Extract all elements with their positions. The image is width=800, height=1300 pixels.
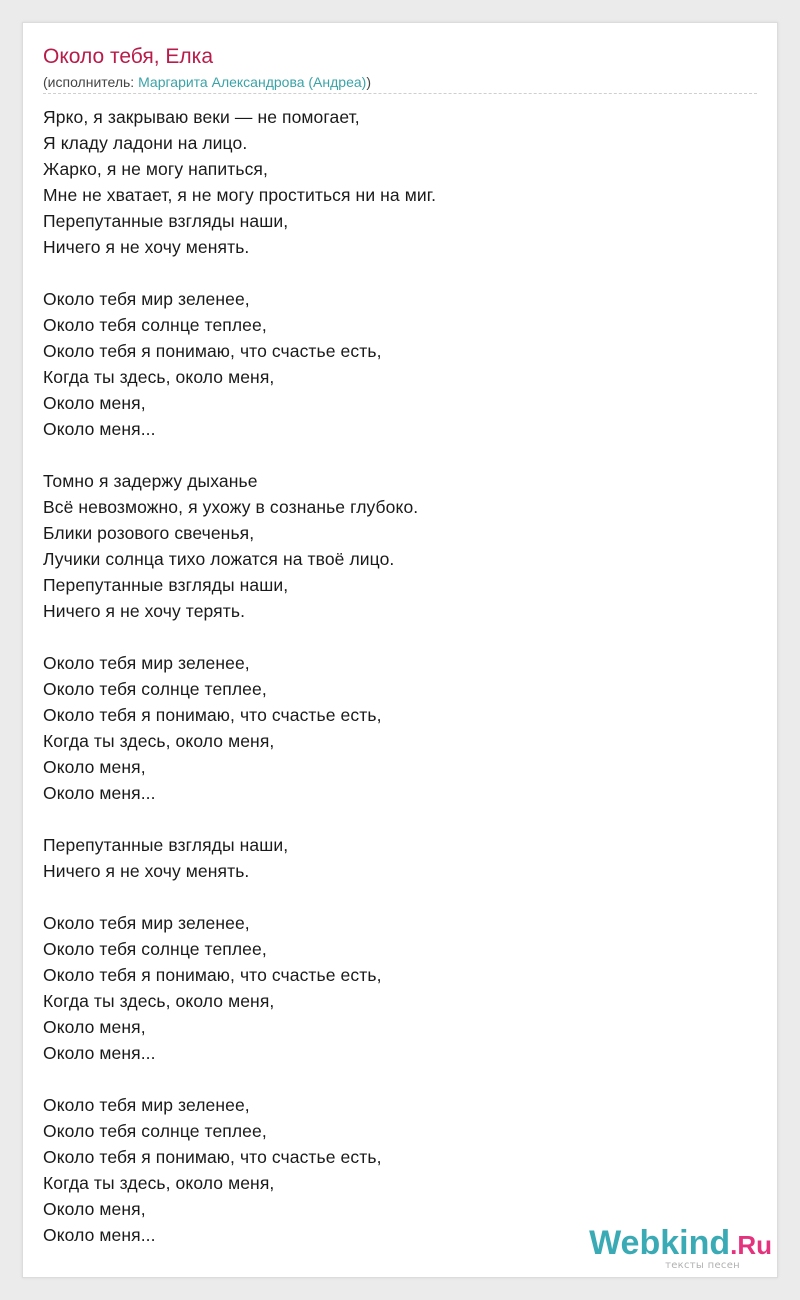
lyrics-line: Ничего я не хочу менять. xyxy=(43,861,250,881)
lyrics-line: Всё невозможно, я ухожу в сознанье глубоко. xyxy=(43,497,419,517)
artist-line xyxy=(43,73,371,91)
lyrics-line: Около тебя мир зеленее, xyxy=(43,913,250,933)
dashed-divider xyxy=(43,93,757,94)
artist-suffix: ) xyxy=(366,74,371,90)
lyrics-line: Около меня, xyxy=(43,1199,146,1219)
watermark-logo xyxy=(589,1226,772,1262)
lyrics-line: Перепутанные взгляды наши, xyxy=(43,211,289,231)
lyrics-line: Когда ты здесь, около меня, xyxy=(43,1173,275,1193)
lyrics-line: Около тебя я понимаю, что счастье есть, xyxy=(43,965,382,985)
lyrics-line: Перепутанные взгляды наши, xyxy=(43,835,289,855)
lyrics-stanza xyxy=(43,910,757,1066)
lyrics-line: Около тебя я понимаю, что счастье есть, xyxy=(43,1147,382,1167)
lyrics-line: Когда ты здесь, около меня, xyxy=(43,367,275,387)
lyrics-line: Около тебя мир зеленее, xyxy=(43,289,250,309)
lyrics-line: Около тебя солнце теплее, xyxy=(43,679,267,699)
lyrics-line: Около тебя мир зеленее, xyxy=(43,653,250,673)
lyrics-card xyxy=(22,22,778,1278)
lyrics-line: Около меня... xyxy=(43,1043,156,1063)
lyrics-line: Ничего я не хочу терять. xyxy=(43,601,246,621)
artist-prefix: (исполнитель: xyxy=(43,74,139,90)
lyrics-line: Я кладу ладони на лицо. xyxy=(43,133,248,153)
lyrics-line: Около тебя я понимаю, что счастье есть, xyxy=(43,341,382,361)
lyrics-line: Около меня... xyxy=(43,419,156,439)
lyrics-stanza xyxy=(43,650,757,806)
lyrics-line: Около меня... xyxy=(43,1225,156,1245)
lyrics-line: Когда ты здесь, около меня, xyxy=(43,731,275,751)
lyrics-line: Около меня, xyxy=(43,1017,146,1037)
site-watermark xyxy=(589,1226,772,1271)
lyrics-line: Ничего я не хочу менять. xyxy=(43,237,250,257)
lyrics-line: Около тебя мир зеленее, xyxy=(43,1095,250,1115)
lyrics-line: Мне не хватает, я не могу проститься ни на миг. xyxy=(43,185,437,205)
lyrics-line: Около тебя солнце теплее, xyxy=(43,315,267,335)
lyrics-line: Около меня, xyxy=(43,393,146,413)
lyrics-line: Томно я задержу дыханье xyxy=(43,471,258,491)
lyrics-stanza xyxy=(43,104,757,260)
watermark-tagline: тексты песен xyxy=(665,1260,740,1271)
watermark-brand: Webkind xyxy=(589,1224,731,1262)
lyrics-stanza xyxy=(43,286,757,442)
lyrics-line: Жарко, я не могу напиться, xyxy=(43,159,268,179)
lyrics-stanza xyxy=(43,468,757,624)
lyrics-line: Около тебя солнце теплее, xyxy=(43,939,267,959)
lyrics-stanza xyxy=(43,832,757,884)
song-title: Около тебя, Елка xyxy=(43,45,213,68)
lyrics-line: Около меня... xyxy=(43,783,156,803)
lyrics-line: Лучики солнца тихо ложатся на твоё лицо. xyxy=(43,549,395,569)
lyrics-line: Перепутанные взгляды наши, xyxy=(43,575,289,595)
lyrics-line: Около тебя солнце теплее, xyxy=(43,1121,267,1141)
lyrics-body xyxy=(43,104,757,1274)
lyrics-line: Когда ты здесь, около меня, xyxy=(43,991,275,1011)
lyrics-line: Ярко, я закрываю веки — не помогает, xyxy=(43,107,360,127)
artist-link[interactable]: Маргарита Александрова (Андреа) xyxy=(138,74,367,90)
lyrics-line: Около меня, xyxy=(43,757,146,777)
lyrics-line: Блики розового свеченья, xyxy=(43,523,255,543)
watermark-tld: .Ru xyxy=(730,1230,772,1260)
lyrics-line: Около тебя я понимаю, что счастье есть, xyxy=(43,705,382,725)
